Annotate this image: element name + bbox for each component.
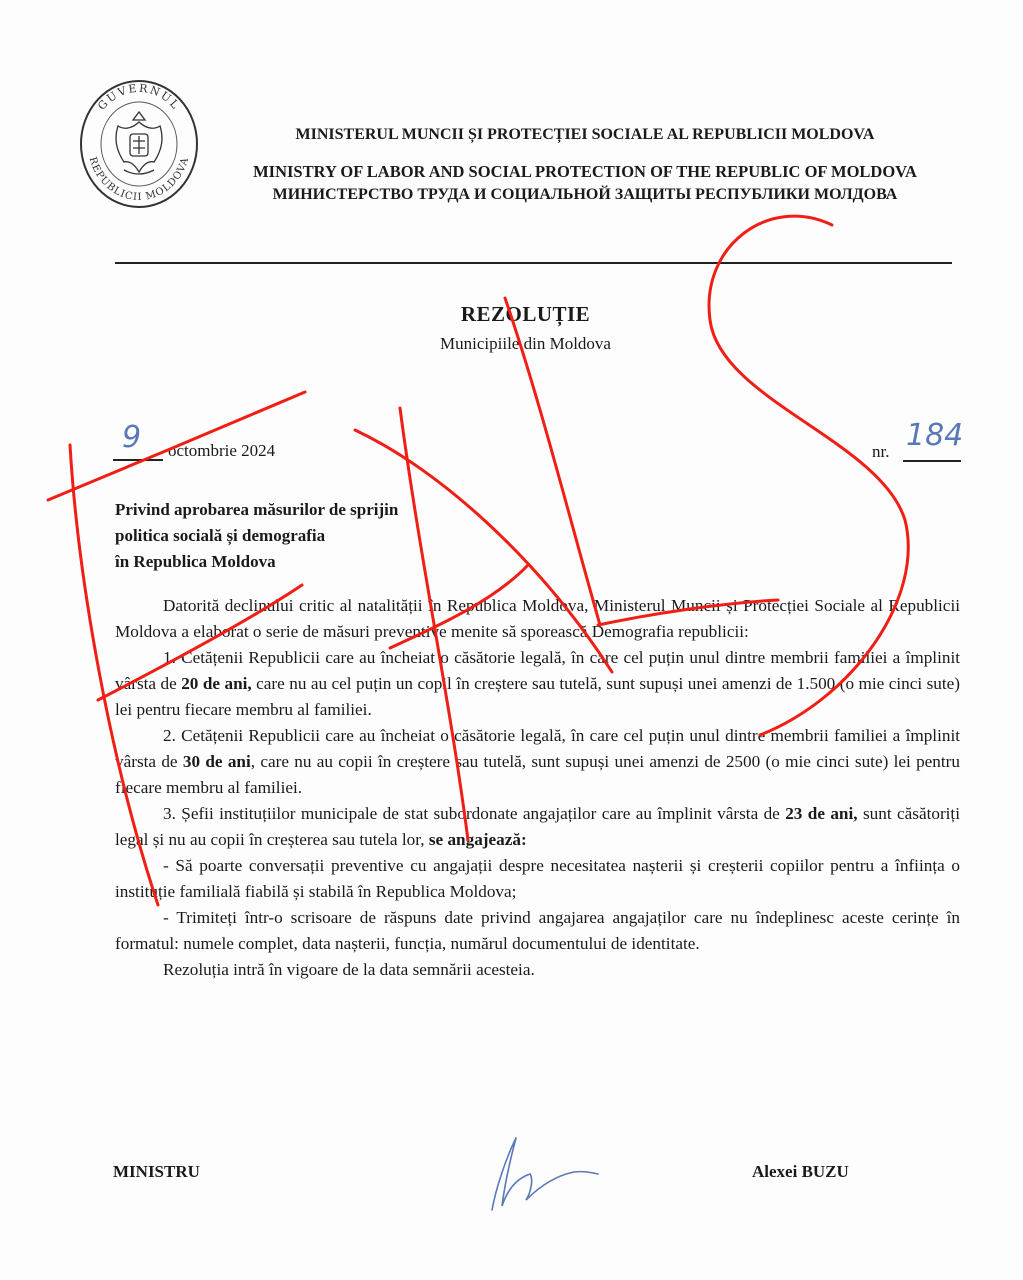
item-1-text-end: care nu au cel puțin un copil în creștere sau tutelă, sunt supuși unei amenzi de 1.500 (o mie cinci sute) lei pentru fiecare membru al familiei. [115,674,960,719]
document-subtitle: Municipiile din Moldova [440,334,611,353]
document-body [115,593,960,983]
closing-paragraph: Rezoluția intră în vigoare de la data semnării acesteia. [163,960,535,979]
seal-bottom-text: REPUBLICII MOLDOVA [86,155,192,204]
date-month-year: octombrie 2024 [168,441,276,460]
ministry-name-ro: MINISTERUL MUNCII ȘI PROTECȚIEI SOCIALE AL REPUBLICII MOLDOVA [295,126,875,143]
handwritten-date-day: 9 [122,420,142,455]
item-1-age: 20 de ani, [181,674,252,693]
item-2-age: 30 de ani [182,752,251,771]
signature-title: MINISTRU [113,1162,200,1181]
svg-text:REPUBLICII MOLDOVA [87,156,192,203]
intro-paragraph: Datorită declinului critic al natalității în Republica Moldova, Ministerul Muncii și Protecției Sociale al Republicii Moldova a elaborat o serie de măsuri preventive menite să sporească Demografia republicii: [115,596,960,641]
item-3-age: 23 de ani, [785,804,858,823]
item-1 [115,645,960,723]
date-underline [113,459,163,461]
item-3 [115,801,960,853]
bullet-1: - Să poarte conversații preventive cu angajații despre necesitatea nașterii și creșterii copiilor pentru a înființa o instituție familială fiabilă și stabilă în Republica Moldova; [115,856,960,901]
subject-line: politica socială și demografia [115,526,326,545]
handwritten-document-number: 184 [906,418,964,453]
seal-top-text: GUVERNUL [95,81,183,113]
government-seal-icon [78,78,200,210]
handwritten-signature [478,1128,618,1218]
header-divider [115,262,952,264]
number-label: nr. [872,442,890,461]
signer-name: Alexei BUZU [752,1162,849,1181]
item-2 [115,723,960,801]
subject-line: în Republica Moldova [115,552,276,571]
item-2-text: 2. Cetățenii Republicii care au încheiat o căsătorie legală, în care cel puțin unul dintre membrii familiei a împlinit vârsta de [115,726,960,771]
svg-text:GUVERNUL [95,82,183,113]
ministry-name-ru: МИНИСТЕРСТВО ТРУДА И СОЦИАЛЬНОЙ ЗАЩИТЫ РЕСПУБЛИКИ МОЛДОВА [272,186,898,203]
document-subject [115,497,398,575]
ministry-name-en: MINISTRY OF LABOR AND SOCIAL PROTECTION OF THE REPUBLIC OF MOLDOVA [253,162,917,181]
item-3-obligation: se angajează: [428,830,527,849]
item-3-text: 3. Șefii instituțiilor municipale de stat subordonate angajaților care au împlinit vârsta de [163,804,786,823]
item-3-text-mid: sunt căsătoriți legal și nu au copii în creșterea sau tutela lor, [115,804,960,849]
item-1-text: 1. Cetățenii Republicii care au încheiat o căsătorie legală, în care cel puțin unul dintre membrii familiei a împlinit vârsta de [115,648,960,693]
item-2-text-end: , care nu au copii în creștere sau tutelă, sunt supuși unei amenzi de 2500 (o mie cinci sute) lei pentru fiecare membru al familiei. [115,752,960,797]
document-title: REZOLUȚIE [460,302,591,326]
number-underline [903,460,961,462]
subject-line: Privind aprobarea măsurilor de sprijin [115,500,399,519]
bullet-2: - Trimiteți într-o scrisoare de răspuns date privind angajarea angajaților care nu îndeplinesc aceste cerințe în formatul: numele complet, data nașterii, funcția, numărul documentului de identitate. [115,908,960,953]
